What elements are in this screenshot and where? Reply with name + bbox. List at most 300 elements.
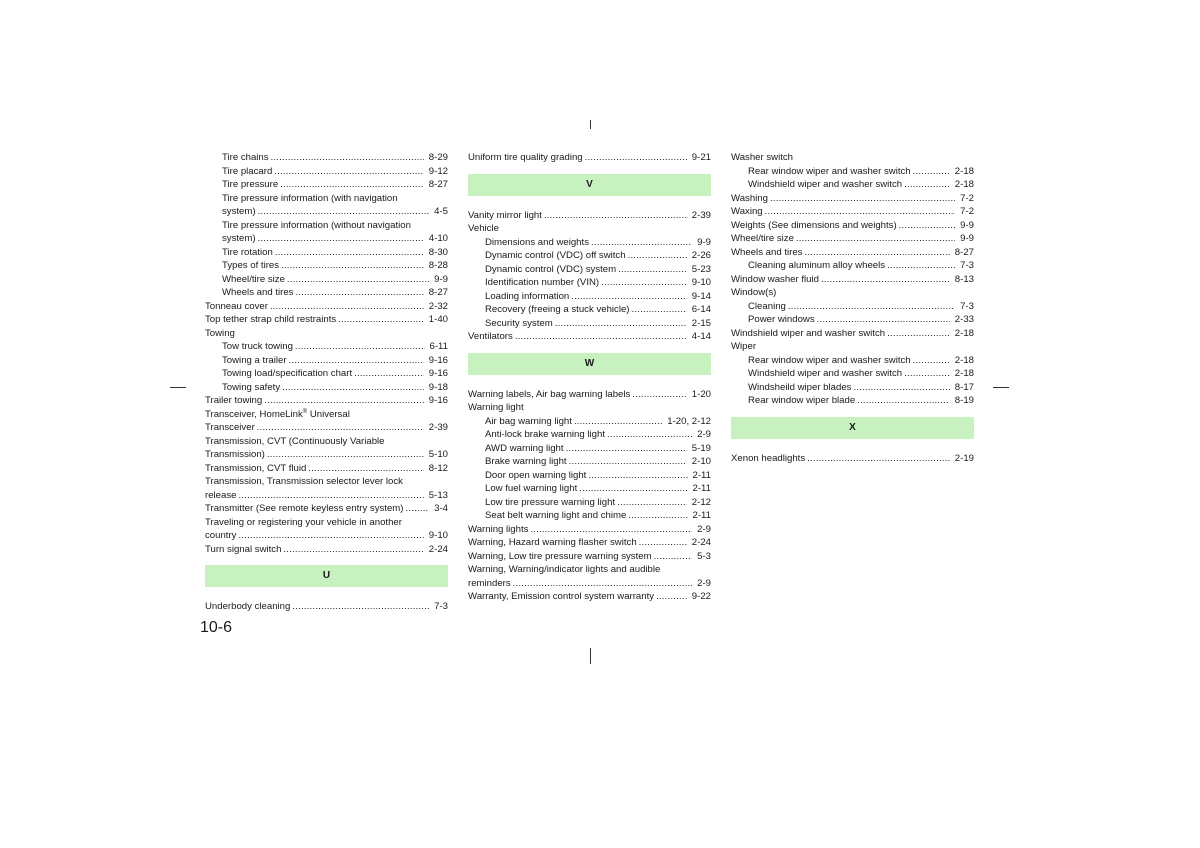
index-entry-text-line1: Warning, Warning/indicator lights and audible — [468, 564, 661, 575]
page-reference: 2-15 — [691, 317, 711, 329]
index-entry-text: Power windows — [748, 314, 815, 325]
index-entry-line — [205, 529, 448, 543]
index-entry-text: Wheels and tires — [731, 246, 803, 258]
index-entry-text: system) — [222, 233, 256, 244]
dot-leader — [292, 600, 429, 614]
dot-leader — [566, 442, 687, 456]
page-reference: 9-9 — [960, 219, 974, 231]
index-heading: Warning light — [468, 402, 524, 413]
dot-leader — [887, 259, 955, 273]
index-entry-text: Towing a trailer — [222, 354, 287, 366]
index-entry-text: Brake warning light — [485, 456, 567, 467]
dot-leader — [287, 273, 429, 287]
index-entry — [468, 536, 711, 550]
index-subentry — [731, 259, 974, 273]
index-entry-line — [205, 489, 448, 503]
index-entry-text: Rear window wiper and washer switch — [748, 165, 911, 177]
index-entry-line — [485, 442, 711, 456]
index-subentry — [205, 219, 448, 246]
index-entry-line — [222, 165, 448, 179]
dot-leader — [632, 303, 687, 317]
index-subentry — [468, 263, 711, 277]
index-entry-line — [468, 330, 711, 344]
index-entry-text: Turn signal switch — [205, 543, 282, 555]
index-subentry — [205, 273, 448, 287]
index-entry-text: country — [205, 530, 237, 541]
index-entry-line — [222, 151, 448, 165]
dot-leader — [585, 151, 687, 165]
index-entry-text: Rear window wiper and washer switch — [748, 354, 911, 366]
page-reference: 2-18 — [954, 165, 974, 177]
index-entry-text: Windshield wiper and washer switch — [748, 368, 903, 379]
index-entry-line — [485, 290, 711, 304]
index-subentry — [468, 303, 711, 317]
index-entry-text: Door open warning light — [485, 469, 587, 481]
index-subentry — [468, 290, 711, 304]
index-column-1 — [205, 151, 448, 614]
index-entry-line — [485, 236, 711, 250]
index-entry-line — [731, 452, 974, 466]
page-reference: 6-14 — [691, 304, 711, 315]
index-entry-line — [205, 502, 448, 516]
dot-leader — [601, 276, 687, 290]
page-reference: 5-3 — [697, 550, 711, 562]
index-entry — [731, 232, 974, 246]
dot-leader — [887, 327, 950, 341]
index-entry-line — [485, 276, 711, 290]
page-reference: 2-24 — [691, 537, 711, 548]
dot-leader — [308, 462, 424, 476]
index-subentry — [205, 286, 448, 300]
index-entry-text-line1: Tire pressure information (with navigation — [222, 192, 398, 204]
page-reference: 2-18 — [954, 354, 974, 366]
index-subentry — [205, 246, 448, 260]
dot-leader — [295, 286, 423, 300]
index-subentry — [731, 354, 974, 368]
index-column-3 — [731, 151, 974, 465]
index-entry-text: Wheel/tire size — [731, 233, 794, 244]
index-entry-text: Transmitter (See remote keyless entry system) — [205, 503, 404, 514]
index-subentry — [468, 415, 711, 429]
index-entry-text: Low tire pressure warning light — [485, 496, 616, 508]
index-entry-text: Anti-lock brake warning light — [485, 429, 605, 440]
page-reference: 9-14 — [691, 290, 711, 302]
index-entry-line — [222, 286, 448, 300]
page-reference: 8-13 — [954, 273, 974, 285]
index-entry — [205, 516, 448, 543]
dot-leader — [281, 259, 424, 273]
index-entry-line — [222, 367, 448, 381]
index-entry-text: Wheels and tires — [222, 287, 294, 298]
dot-leader — [513, 577, 692, 591]
section-letter-u: U — [205, 565, 448, 587]
dot-leader — [628, 249, 687, 263]
index-entry-line — [731, 205, 974, 219]
index-entry-line — [748, 367, 974, 381]
page-reference: 2-11 — [692, 469, 711, 481]
index-entry — [205, 394, 448, 408]
index-entry-line — [468, 151, 711, 165]
page-reference: 9-22 — [691, 591, 711, 602]
index-entry-text: Uniform tire quality grading — [468, 152, 583, 163]
index-entry-text: Warning, Hazard warning flasher switch — [468, 537, 637, 548]
page-reference: 2-39 — [428, 422, 448, 433]
dot-leader — [258, 232, 424, 246]
index-entry-text: Tonneau cover — [205, 300, 268, 312]
index-entry-line — [748, 394, 974, 408]
index-subentry — [468, 442, 711, 456]
dot-leader — [654, 550, 693, 564]
index-subentry — [468, 455, 711, 469]
index-entry-text: Trailer towing — [205, 395, 263, 406]
index-entry — [468, 388, 711, 402]
dot-leader — [821, 273, 950, 287]
page-reference: 8-27 — [954, 246, 974, 258]
index-heading: Window(s) — [731, 287, 777, 298]
dot-leader — [271, 151, 424, 165]
page-reference: 6-11 — [429, 341, 448, 352]
index-column-2 — [468, 151, 711, 604]
page-reference: 1-20, 2-12 — [667, 415, 711, 427]
page-reference: 1-20 — [691, 388, 711, 400]
index-entry-text: Dynamic control (VDC) system — [485, 263, 617, 275]
page-reference: 7-2 — [960, 192, 974, 204]
index-entry-text: Weights (See dimensions and weights) — [731, 219, 897, 231]
index-entry-text: AWD warning light — [485, 442, 564, 454]
index-subentry — [205, 259, 448, 273]
dot-leader — [574, 415, 662, 429]
index-entry — [468, 523, 711, 537]
top-crop-mark — [590, 120, 591, 129]
index-subentry — [205, 151, 448, 165]
page-reference: 9-10 — [428, 530, 448, 541]
index-entry — [205, 408, 448, 435]
index-entry-line — [748, 354, 974, 368]
index-entry — [205, 300, 448, 314]
index-entry-text-line1: Transmission, Transmission selector lever lock — [205, 476, 403, 487]
index-entry-line — [748, 259, 974, 273]
page-reference: 7-3 — [960, 300, 974, 312]
index-entry — [468, 330, 711, 344]
dot-leader — [857, 394, 950, 408]
index-entry-line — [205, 543, 448, 557]
index-entry-text: Towing load/specification chart — [222, 368, 353, 379]
index-entry — [731, 192, 974, 206]
dot-leader — [270, 300, 424, 314]
dot-leader — [639, 536, 687, 550]
page-reference: 8-29 — [428, 152, 448, 163]
left-crop-mark — [170, 387, 186, 388]
index-entry-text: Top tether strap child restraints — [205, 314, 337, 325]
dot-leader — [796, 232, 955, 246]
index-entry-text: reminders — [468, 577, 511, 589]
index-entry-line — [731, 246, 974, 260]
index-entry-text: Cleaning aluminum alloy wheels — [748, 260, 886, 271]
page-reference: 2-39 — [691, 209, 711, 221]
page-reference: 8-28 — [428, 260, 448, 271]
page-reference: 2-9 — [697, 429, 711, 440]
page-reference: 2-18 — [954, 179, 974, 190]
index-entry-line — [205, 600, 448, 614]
index-entry-line — [205, 462, 448, 476]
index-subentry — [468, 249, 711, 263]
section-letter-v: V — [468, 174, 711, 196]
index-entry-line — [468, 577, 711, 591]
index-subentry — [205, 340, 448, 354]
index-entry — [731, 205, 974, 219]
page-reference: 4-10 — [428, 233, 448, 244]
index-entry-line — [222, 340, 448, 354]
index-entry — [468, 590, 711, 604]
index-entry-text: Windsheild wiper blades — [748, 381, 852, 393]
page-reference: 4-5 — [434, 206, 448, 217]
index-entry-line — [485, 428, 711, 442]
index-entry — [468, 209, 711, 223]
dot-leader — [632, 388, 687, 402]
index-entry-text: Air bag warning light — [485, 415, 572, 427]
index-entry-line — [748, 300, 974, 314]
page-reference: 9-10 — [691, 277, 711, 288]
page-reference: 2-10 — [691, 456, 711, 467]
index-entry-line — [205, 394, 448, 408]
index-entry-text: Transmission, CVT fluid — [205, 462, 307, 474]
index-subentry — [731, 381, 974, 395]
page-reference: 5-23 — [691, 263, 711, 275]
page-reference: 2-11 — [692, 510, 711, 521]
index-entry-line — [485, 509, 711, 523]
dot-leader — [788, 300, 955, 314]
index-entry — [468, 563, 711, 590]
page-reference: 9-9 — [960, 233, 974, 244]
dot-leader — [618, 263, 687, 277]
index-entry-line — [485, 455, 711, 469]
index-heading: Vehicle — [468, 223, 499, 234]
index-entry-text: Xenon headlights — [731, 452, 806, 464]
index-entry-text: Tire chains — [222, 152, 269, 163]
index-entry-line — [485, 249, 711, 263]
dot-leader — [899, 219, 955, 233]
index-heading: Washer switch — [731, 152, 794, 163]
index-subentry — [468, 276, 711, 290]
index-entry-text: Wheel/tire size — [222, 273, 285, 285]
page-reference: 7-3 — [434, 601, 448, 612]
index-entry-line — [468, 550, 711, 564]
dot-leader — [607, 428, 692, 442]
index-entry — [205, 435, 448, 462]
index-entry-line — [748, 165, 974, 179]
index-subentry — [731, 165, 974, 179]
index-subentry — [731, 300, 974, 314]
index-entry-text: Window washer fluid — [731, 273, 819, 285]
dot-leader — [913, 165, 950, 179]
dot-leader — [282, 381, 424, 395]
dot-leader — [354, 367, 424, 381]
dot-leader — [904, 367, 950, 381]
page-reference: 1-40 — [428, 314, 448, 325]
index-entry — [205, 600, 448, 614]
index-entry — [731, 219, 974, 233]
index-subentry — [205, 178, 448, 192]
index-entry-line — [731, 192, 974, 206]
index-entry — [205, 313, 448, 327]
dot-leader — [579, 482, 687, 496]
page-reference: 8-30 — [428, 246, 448, 258]
dot-leader — [280, 178, 424, 192]
dot-leader — [904, 178, 950, 192]
index-entry-text: Tire pressure — [222, 179, 279, 190]
page-reference: 5-10 — [428, 449, 448, 460]
page-reference: 9-9 — [697, 236, 711, 248]
index-entry-line — [731, 327, 974, 341]
index-entry-line — [468, 209, 711, 223]
index-entry-line — [222, 259, 448, 273]
index-subentry — [731, 178, 974, 192]
index-entry-text: Warning labels, Air bag warning labels — [468, 388, 631, 400]
index-entry-line — [205, 421, 448, 435]
page-reference: 2-18 — [954, 368, 974, 379]
dot-leader — [770, 192, 955, 206]
index-subentry — [205, 165, 448, 179]
index-entry-line — [485, 317, 711, 331]
index-subentry — [731, 394, 974, 408]
page-reference: 8-27 — [428, 179, 448, 190]
index-subentry — [468, 482, 711, 496]
page-reference: 5-19 — [691, 442, 711, 454]
index-subentry — [205, 367, 448, 381]
dot-leader — [267, 448, 424, 462]
index-subentry — [468, 317, 711, 331]
page-reference: 2-12 — [691, 496, 711, 508]
section-letter-x: X — [731, 417, 974, 439]
page-reference: 8-17 — [954, 381, 974, 393]
page-reference: 9-18 — [428, 381, 448, 393]
index-heading: Towing — [205, 327, 235, 339]
page-reference: 9-12 — [428, 165, 448, 177]
index-subentry — [468, 509, 711, 523]
index-entry-line — [222, 205, 448, 219]
page-reference: 7-2 — [960, 206, 974, 217]
index-entry-text-line1: Traveling or registering your vehicle in another — [205, 516, 402, 528]
index-entry-text: Security system — [485, 317, 553, 329]
page-reference: 8-12 — [428, 462, 448, 474]
index-subentry — [205, 354, 448, 368]
index-entry-line — [748, 313, 974, 327]
index-entry-text: Dynamic control (VDC) off switch — [485, 250, 626, 261]
dot-leader — [295, 340, 425, 354]
section-letter-w: W — [468, 353, 711, 375]
index-entry-line — [468, 388, 711, 402]
index-entry-text-line1: Transmission, CVT (Continuously Variable — [205, 435, 385, 447]
index-entry-text: Loading information — [485, 290, 570, 302]
index-subentry — [468, 236, 711, 250]
index-entry-text: Windshield wiper and washer switch — [748, 179, 903, 190]
index-entry-line — [485, 496, 711, 510]
dot-leader — [283, 543, 423, 557]
index-entry-text: Warning, Low tire pressure warning system — [468, 550, 652, 562]
index-subentry — [205, 192, 448, 219]
index-entry — [205, 502, 448, 516]
page-reference: 7-3 — [960, 260, 974, 271]
page-reference: 2-11 — [692, 483, 711, 494]
index-entry-text: Warranty, Emission control system warranty — [468, 591, 655, 602]
dot-leader — [591, 236, 692, 250]
index-entry-text: Transceiver — [205, 422, 255, 433]
index-entry-text: Tow truck towing — [222, 341, 293, 352]
index-entry — [468, 550, 711, 564]
dot-leader — [238, 529, 423, 543]
index-entry-text: Underbody cleaning — [205, 601, 291, 612]
index-entry — [205, 543, 448, 557]
index-entry-text: release — [205, 489, 237, 501]
dot-leader — [530, 523, 692, 537]
index-entry-line — [205, 448, 448, 462]
page-reference: 9-16 — [428, 354, 448, 366]
dot-leader — [765, 205, 955, 219]
dot-leader — [588, 469, 687, 483]
page-reference: 9-16 — [428, 368, 448, 379]
dot-leader — [406, 502, 430, 516]
dot-leader — [264, 394, 424, 408]
index-entry — [205, 475, 448, 502]
index-entry-line — [205, 300, 448, 314]
index-entry-text: Towing safety — [222, 381, 281, 393]
index-entry-line — [205, 313, 448, 327]
index-entry — [731, 452, 974, 466]
index-entry-line — [485, 469, 711, 483]
index-subentry — [468, 428, 711, 442]
dot-leader — [617, 496, 687, 510]
dot-leader — [913, 354, 950, 368]
dot-leader — [338, 313, 424, 327]
page-reference: 5-13 — [428, 489, 448, 501]
index-subentry — [731, 313, 974, 327]
page-reference: 2-33 — [954, 314, 974, 325]
index-entry-line — [731, 232, 974, 246]
dot-leader — [274, 165, 424, 179]
index-entry-text: Dimensions and weights — [485, 236, 589, 248]
dot-leader — [555, 317, 687, 331]
index-entry-text: Cleaning — [748, 300, 786, 312]
index-entry-text: Tire placard — [222, 165, 273, 177]
index-entry-text: Rear window wiper blade — [748, 395, 856, 406]
dot-leader — [853, 381, 949, 395]
dot-leader — [544, 209, 687, 223]
index-entry-text-line1: Tire pressure information (without navigation — [222, 219, 411, 231]
index-entry — [731, 327, 974, 341]
dot-leader — [515, 330, 687, 344]
dot-leader — [238, 489, 423, 503]
index-entry-line — [468, 536, 711, 550]
index-entry-line — [485, 303, 711, 317]
index-entry-text: Identification number (VIN) — [485, 277, 600, 288]
index-entry-line — [748, 178, 974, 192]
index-entry-text: system) — [222, 206, 256, 217]
index-entry-text: Warning lights — [468, 523, 529, 535]
right-crop-mark — [993, 387, 1009, 388]
index-entry — [468, 151, 711, 165]
page-reference: 2-18 — [954, 327, 974, 339]
index-entry-text: Seat belt warning light and chime — [485, 510, 627, 521]
index-subentry — [468, 496, 711, 510]
page-reference: 9-21 — [691, 152, 711, 163]
dot-leader — [258, 205, 430, 219]
index-entry-text: Waxing — [731, 206, 763, 217]
page-reference: 3-4 — [434, 503, 448, 514]
index-entry-line — [485, 415, 711, 429]
dot-leader — [569, 455, 687, 469]
bottom-crop-mark — [590, 648, 591, 664]
index-entry-text: Windshield wiper and washer switch — [731, 327, 886, 339]
